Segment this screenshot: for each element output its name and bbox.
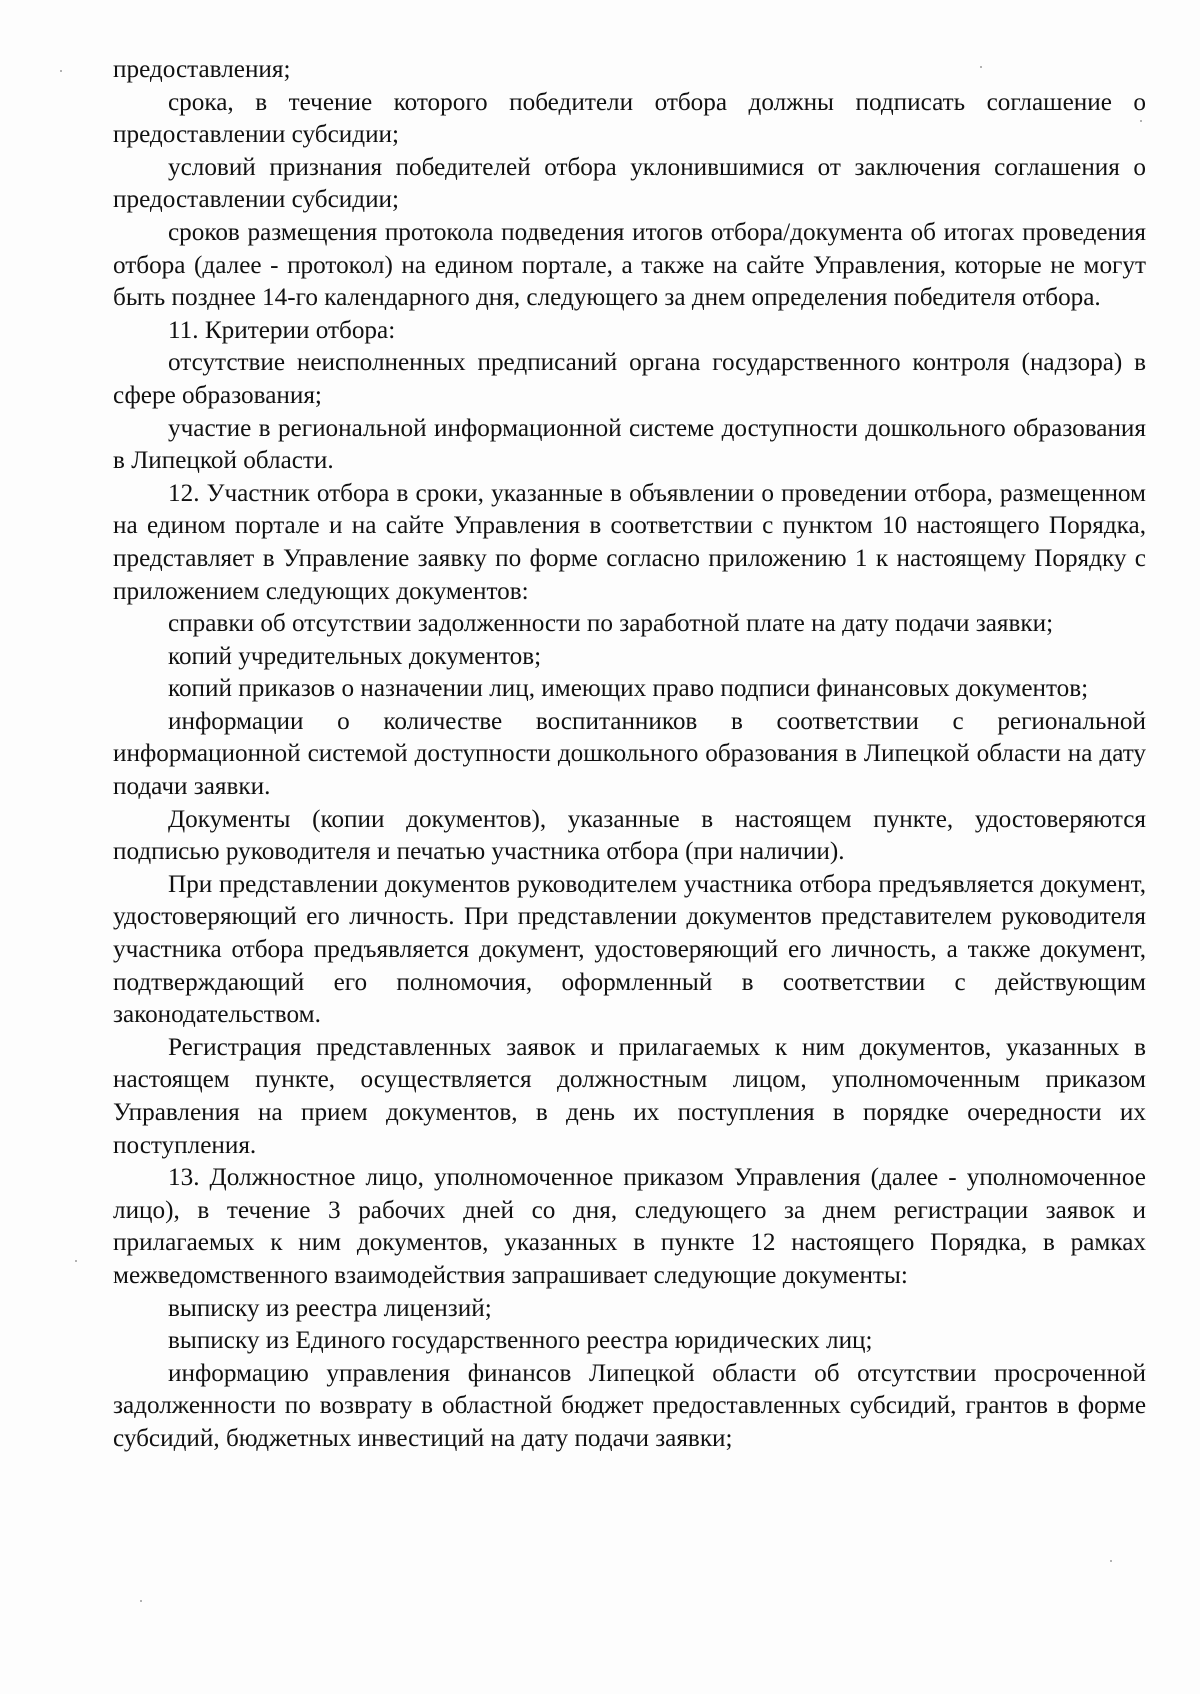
scan-speck — [60, 70, 62, 72]
paragraph: отсутствие неисполненных предписаний органа государственного контроля (надзора) в сфере образования; — [113, 349, 1146, 409]
section-heading-11: 11. Критерии отбора: — [168, 316, 396, 344]
paragraph: выписку из Единого государственного реестра юридических лиц; — [168, 1327, 873, 1355]
paragraph: выписку из реестра лицензий; — [168, 1294, 492, 1322]
paragraph: справки об отсутствии задолженности по заработной плате на дату подачи заявки; — [168, 610, 1054, 638]
paragraph: участие в региональной информационной системе доступности дошкольного образования в Липецкой области. — [113, 414, 1146, 475]
paragraph: сроков размещения протокола подведения итогов отбора/документа об итогах проведения отбора (далее - протокол) на едином портале, а также на сайте Управления, которые не могут быть позднее 14-го календарного дня, следующего за днем определения победителя отбора. — [113, 218, 1146, 312]
paragraph-item-12: 12. Участник отбора в сроки, указанные в объявлении о проведении отбора, размещенном на едином портале и на сайте Управления в соответствии с пунктом 10 настоящего Порядка, представляет в Управление заявку по форме согласно приложению 1 к настоящему Порядку с приложением следующих документов: — [113, 479, 1146, 605]
paragraph: условий признания победителей отбора уклонившимися от заключения соглашения о предоставлении субсидии; — [113, 153, 1146, 214]
document-body — [113, 54, 1146, 1456]
paragraph: предоставления; — [113, 56, 291, 83]
paragraph: При представлении документов руководителем участника отбора предъявляется документ, удостоверяющий его личность. При представлении документов представителем руководителя участника отбора предъявляется документ, удостоверяющий его личность, а также документ, подтверждающий его полномочия, оформленный в соответствии с действующим законодательством. — [113, 870, 1146, 1029]
paragraph: срока, в течение которого победители отбора должны подписать соглашение о предоставлении субсидии; — [113, 88, 1146, 149]
paragraph: Регистрация представленных заявок и прилагаемых к ним документов, указанных в настоящем пункте, осуществляется должностным лицом, уполномоченным приказом Управления на прием документов, в день их поступления в порядке очередности их поступления. — [113, 1033, 1146, 1159]
paragraph: Документы (копии документов), указанные в настоящем пункте, удостоверяются подписью руководителя и печатью участника отбора (при наличии). — [113, 805, 1146, 866]
scan-speck — [140, 1600, 142, 1602]
scan-speck — [1110, 1560, 1112, 1562]
paragraph: информации о количестве воспитанников в соответствии с региональной информационной системой доступности дошкольного образования в Липецкой области на дату подачи заявки. — [113, 707, 1146, 801]
scan-speck — [75, 1260, 77, 1262]
paragraph-item-13: 13. Должностное лицо, уполномоченное приказом Управления (далее - уполномоченное лицо), в течение 3 рабочих дней со дня, следующего за днем регистрации заявок и прилагаемых к ним документов, указанных в пункте 12 настоящего Порядка, в рамках межведомственного взаимодействия запрашивает следующие документы: — [113, 1164, 1146, 1289]
paragraph: копий приказов о назначении лиц, имеющих право подписи финансовых документов; — [168, 675, 1089, 703]
paragraph: копий учредительных документов; — [168, 642, 542, 670]
paragraph: информацию управления финансов Липецкой области об отсутствии просроченной задолженности по возврату в областной бюджет предоставленных субсидий, грантов в форме субсидий, бюджетных инвестиций на дату подачи заявки; — [113, 1359, 1146, 1452]
